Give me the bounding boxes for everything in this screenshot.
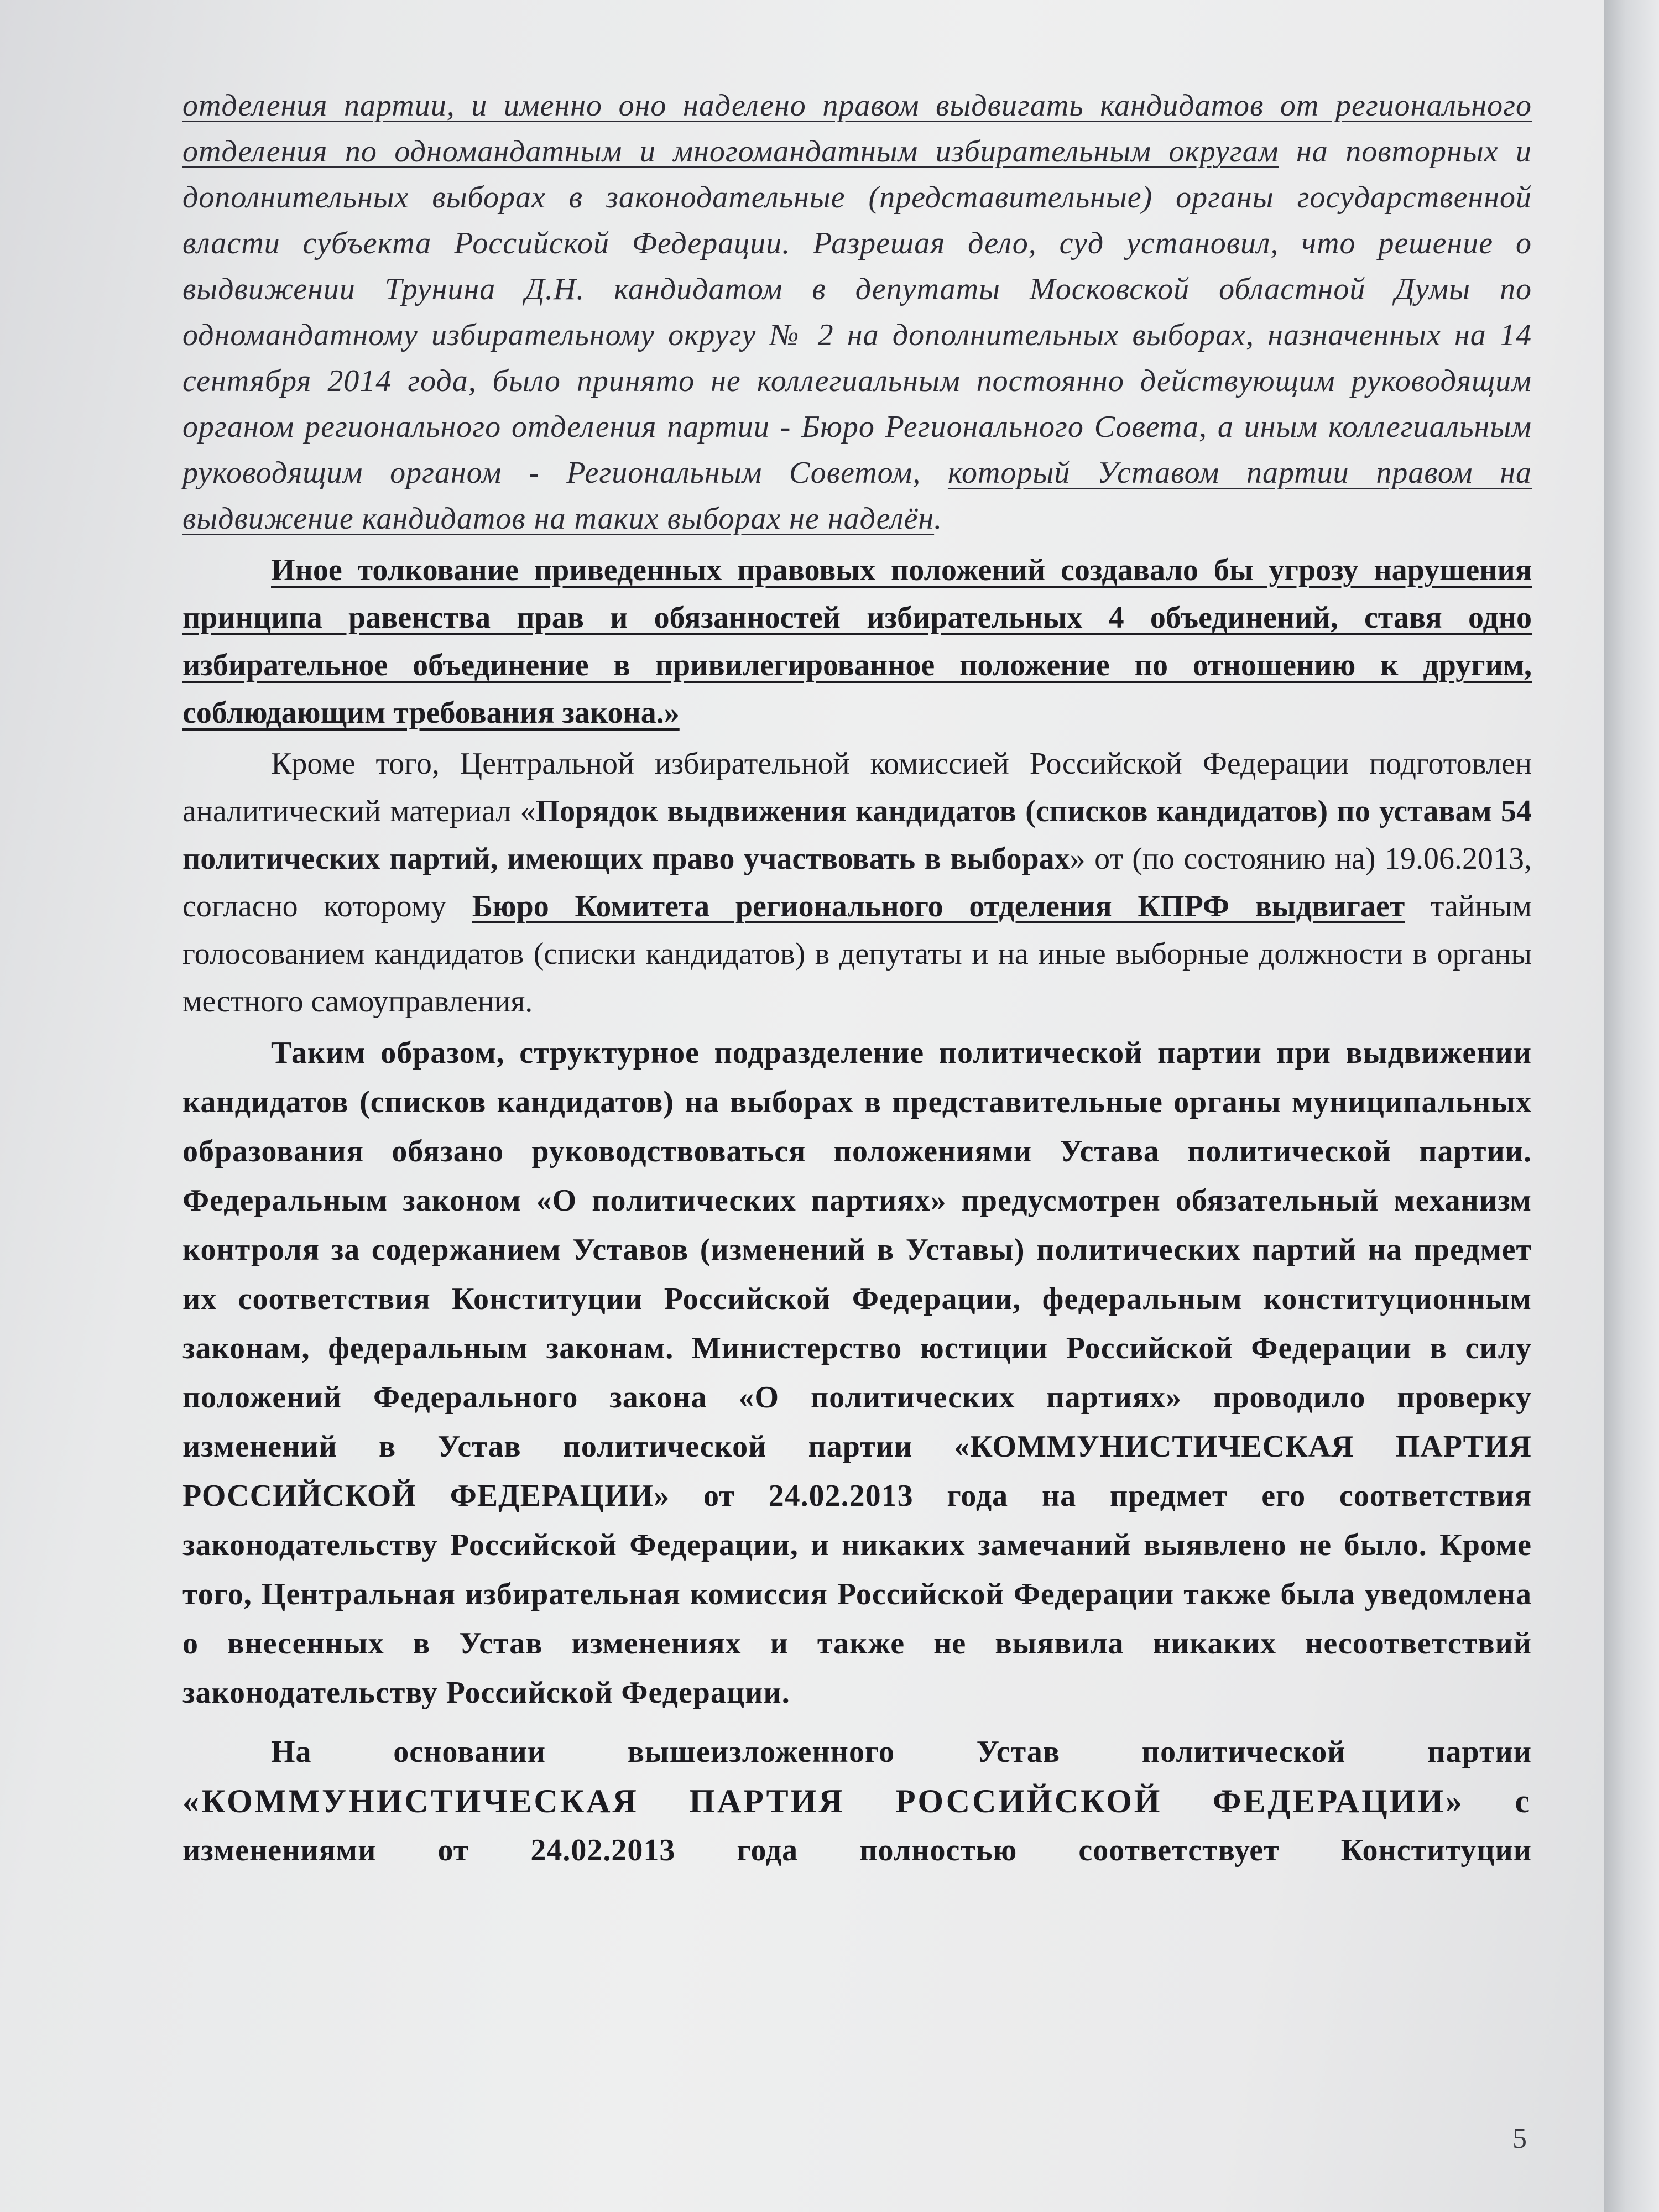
conclusion-paragraph: Таким образом, структурное подразделение политической партии при выдвижении кандидатов (списков кандидатов) на выборах в представительные органы муниципальных образования обязано руководствоваться положениями Устава политической партии. Федеральным законом «О политических партиях» предусмотрен обязательный механизм контроля за содержанием Уставов (изменений в Уставы) политических партий на предмет их соответствия Конституции Российской Федерации, федеральным конституционным законам, федеральным законам. Министерство юстиции Российской Федерации в силу положений Федерального закона «О политических партиях» проводило проверку изменений в Устав политической партии «КОММУНИСТИЧЕСКАЯ ПАРТИЯ РОССИЙСКОЙ ФЕДЕРАЦИИ» от 24.02.2013 года на предмет его соответствия законодательству Российской Федерации, и никаких замечаний выявлено не было. Кроме того, Центральная избирательная комиссия Российской Федерации также была уведомлена о внесенных в Устав изменениях и также не выявила никаких несоответствий законодательству Российской Федерации. bbox=[182, 1036, 1532, 1710]
cik-ending: тайным голосованием кандидатов (списки кандидатов) в депутаты и на иные выборные должности в органы местного самоуправления. bbox=[182, 889, 1532, 1019]
cik-intro: Кроме того, Центральной избирательной комиссией Российской Федерации подготовлен аналитический материал « bbox=[182, 747, 1532, 828]
court-quote-paragraph bbox=[182, 83, 1532, 542]
quote-underlined-start: отделения партии, и именно оно наделено правом выдвигать кандидатов от регионального отделения по одномандатным и многомандатным избирательным округам bbox=[182, 88, 1532, 169]
final-line-3: изменениями от 24.02.2013 года полностью соответствует Конституции bbox=[182, 1833, 1532, 1867]
cik-paragraph bbox=[182, 740, 1532, 1025]
page-edge-shadow bbox=[1604, 0, 1659, 2212]
bold-quote-paragraph: Иное толкование приведенных правовых положений создавало бы угрозу нарушения принципа равенства прав и обязанностей избирательных 4 объединений, ставя одно избирательное объединение в привилегированное положение по отношению к другим, соблюдающим требования закона.» bbox=[182, 553, 1532, 730]
page-number: 5 bbox=[1512, 2123, 1527, 2154]
cik-date: » от (по состоянию на) 19.06.2013, согласно которому bbox=[182, 842, 1532, 924]
final-line-2: «КОММУНИСТИЧЕСКАЯ ПАРТИЯ РОССИЙСКОЙ ФЕДЕРАЦИИ» с bbox=[182, 1783, 1532, 1819]
quote-middle: на повторных и дополнительных выборах в законодательные (представительные) органы государственной власти субъекта Российской Федерации. Разрешая дело, суд установил, что решение о выдвижении Трунина Д.Н. кандидатом в депутаты Московской областной Думы по одномандатному избирательному округу № 2 на дополнительных выборах, назначенных на 14 сентября 2014 года, было принято не коллегиальным постоянно действующим руководящим органом регионального отделения партии - Бюро Регионального Совета, а иным коллегиальным руководящим органом - Региональным Советом, bbox=[182, 134, 1532, 490]
quote-underlined-end: который Уставом партии правом на выдвижение кандидатов на таких выборах не наделён bbox=[182, 456, 1532, 536]
quote-period: . bbox=[934, 502, 943, 536]
cik-material-title: Порядок выдвижения кандидатов (списков кандидатов) по уставам 54 политических партий, имеющих право участвовать в выборах bbox=[182, 794, 1532, 876]
cik-bureau-underlined: Бюро Комитета регионального отделения КПРФ выдвигает bbox=[472, 889, 1405, 924]
final-paragraph bbox=[182, 1728, 1532, 1875]
document-body bbox=[182, 83, 1532, 1875]
final-line-1: На основании вышеизложенного Устав политической партии bbox=[271, 1735, 1532, 1769]
